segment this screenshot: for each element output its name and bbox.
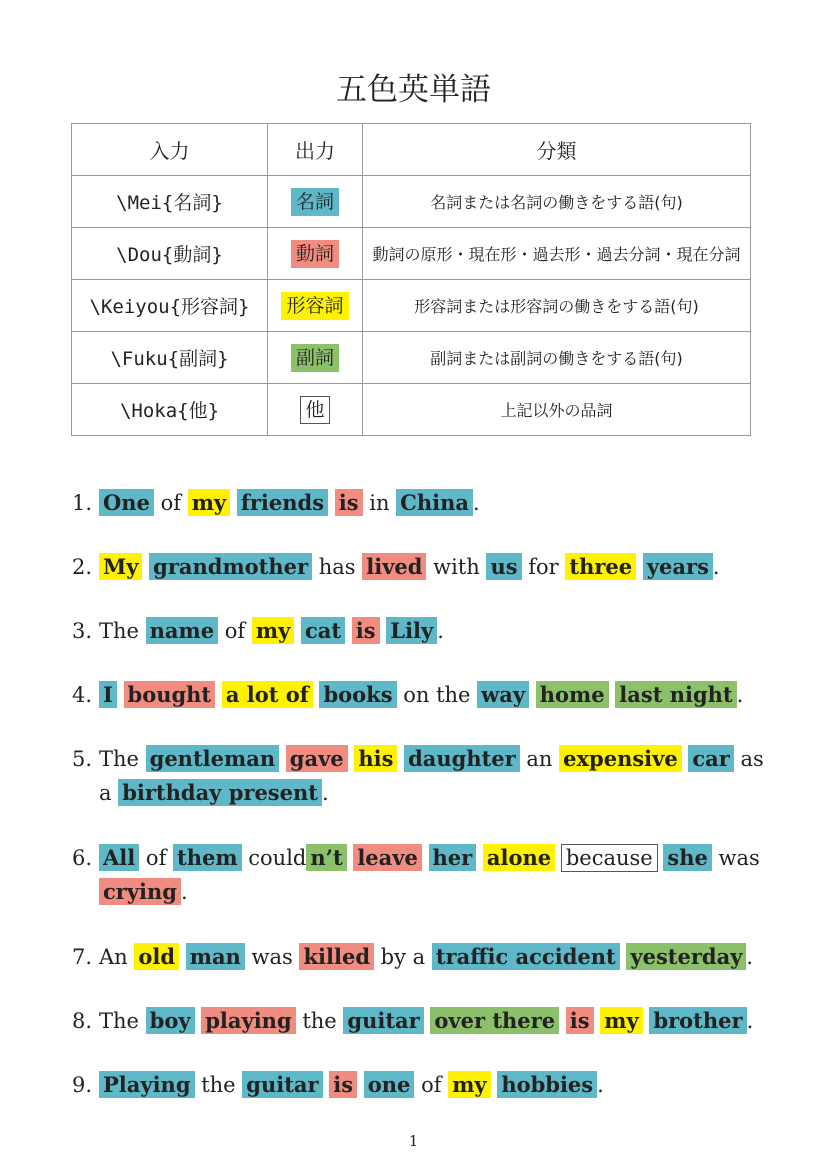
word-noun: One <box>99 489 154 516</box>
word-adj: My <box>99 553 142 580</box>
word-noun: daughter <box>404 745 520 772</box>
input-command: \Dou{動詞} <box>72 228 268 280</box>
header-output: 出力 <box>268 124 363 176</box>
word-noun: friends <box>237 489 328 516</box>
word-noun: hobbies <box>497 1071 597 1098</box>
sentence-number: 1. <box>72 491 93 515</box>
word-adj: my <box>188 489 230 516</box>
plain-text: on the <box>396 683 478 707</box>
plain-text: . <box>597 1073 604 1097</box>
word-verb: lived <box>362 553 426 580</box>
input-command: \Hoka{他} <box>72 384 268 436</box>
output-chip-noun: 名詞 <box>291 188 339 216</box>
word-noun: boy <box>146 1007 195 1034</box>
page-number: 1 <box>408 1132 419 1150</box>
sentence-text <box>99 1068 772 1102</box>
plain-text <box>476 846 483 870</box>
input-command: \Keiyou{形容詞} <box>72 280 268 332</box>
plain-text: the <box>295 1009 344 1033</box>
word-noun: man <box>186 943 245 970</box>
plain-text <box>328 491 335 515</box>
input-command: \Fuku{副詞} <box>72 332 268 384</box>
sentence-number: 5. <box>72 747 93 771</box>
output-chip-verb: 動詞 <box>291 240 339 268</box>
sentence-9 <box>72 1068 772 1102</box>
sentence-number: 3. <box>72 619 93 643</box>
sentence-number: 7. <box>72 945 93 969</box>
category-desc: 上記以外の品詞 <box>363 384 751 436</box>
plain-text <box>636 555 643 579</box>
plain-text: An <box>99 945 135 969</box>
word-noun: gentleman <box>146 745 279 772</box>
legend-row-verb <box>72 228 751 280</box>
sentence-text <box>99 940 772 974</box>
plain-text: . <box>321 781 329 805</box>
legend-table <box>71 123 751 436</box>
plain-text <box>357 1073 364 1097</box>
plain-text: . <box>180 880 188 904</box>
plain-text <box>555 846 562 870</box>
header-input: 入力 <box>72 124 268 176</box>
plain-text: of <box>218 619 252 643</box>
sentence-number: 6. <box>72 846 93 870</box>
plain-text <box>345 619 352 643</box>
word-adv: yesterday <box>626 943 746 970</box>
plain-text: as a <box>99 747 764 805</box>
legend-row-noun <box>72 176 751 228</box>
plain-text: of <box>153 491 188 515</box>
word-adj: three <box>565 553 636 580</box>
legend-header-row <box>72 124 751 176</box>
word-verb: leave <box>353 844 422 871</box>
word-verb: is <box>329 1071 357 1098</box>
word-adj: a lot of <box>222 681 313 708</box>
plain-text <box>422 846 429 870</box>
category-desc: 副詞または副詞の働きをする語(句) <box>363 332 751 384</box>
sentence-3 <box>72 614 772 648</box>
word-noun: traffic accident <box>432 943 620 970</box>
word-adj: my <box>600 1007 642 1034</box>
word-verb: is <box>352 617 380 644</box>
plain-text: was <box>711 846 760 870</box>
sentence-text <box>99 678 772 712</box>
word-verb: bought <box>124 681 216 708</box>
plain-text: was <box>244 945 300 969</box>
sentence-4 <box>72 678 772 712</box>
sentence-6 <box>72 841 772 909</box>
word-noun: books <box>319 681 396 708</box>
plain-text: . <box>736 683 744 707</box>
plain-text: . <box>746 945 754 969</box>
word-adj: expensive <box>559 745 682 772</box>
word-noun: cat <box>301 617 345 644</box>
legend-row-adverb <box>72 332 751 384</box>
word-noun: car <box>688 745 733 772</box>
sentence-1 <box>72 486 772 520</box>
word-noun: China <box>396 489 473 516</box>
plain-text: an <box>519 747 560 771</box>
word-adj: my <box>252 617 294 644</box>
category-desc: 動詞の原形・現在形・過去形・過去分詞・現在分詞 <box>363 228 751 280</box>
plain-text: . <box>472 491 480 515</box>
page-title: 五色英単語 <box>336 72 491 108</box>
word-verb: is <box>335 489 363 516</box>
word-adj: his <box>354 745 397 772</box>
legend-row-other <box>72 384 751 436</box>
sentence-text <box>99 841 772 909</box>
word-verb: playing <box>201 1007 295 1034</box>
word-verb: gave <box>286 745 348 772</box>
plain-text: The <box>99 747 146 771</box>
plain-text: with <box>426 555 487 579</box>
output-chip-adverb: 副詞 <box>291 344 339 372</box>
word-noun: one <box>364 1071 415 1098</box>
word-noun: years <box>643 553 713 580</box>
word-verb: is <box>566 1007 594 1034</box>
word-adv: n’t <box>306 844 346 871</box>
input-command: \Mei{名詞} <box>72 176 268 228</box>
word-noun: grandmother <box>149 553 312 580</box>
word-noun: name <box>146 617 218 644</box>
sentence-2 <box>72 550 772 584</box>
sentence-text <box>99 550 772 584</box>
sentence-text <box>99 486 772 520</box>
plain-text: could <box>241 846 307 870</box>
output-chip-adjective: 形容詞 <box>281 292 348 320</box>
word-noun: birthday present <box>118 779 322 806</box>
plain-text: the <box>194 1073 243 1097</box>
sentence-text <box>99 1004 772 1038</box>
plain-text: The <box>99 619 146 643</box>
plain-text <box>294 619 301 643</box>
plain-text <box>279 747 286 771</box>
word-other: because <box>562 845 657 871</box>
plain-text: . <box>712 555 720 579</box>
sentence-text <box>99 742 772 810</box>
sentence-8 <box>72 1004 772 1038</box>
plain-text: for <box>521 555 566 579</box>
header-category: 分類 <box>363 124 751 176</box>
sentence-number: 4. <box>72 683 93 707</box>
word-adj: my <box>448 1071 490 1098</box>
plain-text: has <box>312 555 363 579</box>
sentence-5 <box>72 742 772 810</box>
word-noun: guitar <box>242 1071 322 1098</box>
word-noun: she <box>663 844 711 871</box>
word-verb: killed <box>299 943 374 970</box>
sentence-number: 9. <box>72 1073 93 1097</box>
word-noun: way <box>477 681 529 708</box>
word-adj: old <box>134 943 179 970</box>
category-desc: 名詞または名詞の働きをする語(句) <box>363 176 751 228</box>
plain-text: of <box>414 1073 449 1097</box>
word-adv: home <box>536 681 609 708</box>
word-adj: alone <box>483 844 555 871</box>
plain-text: in <box>362 491 397 515</box>
output-chip-other: 他 <box>300 396 329 424</box>
plain-text <box>179 945 186 969</box>
word-noun: us <box>486 553 521 580</box>
word-noun: Playing <box>99 1071 195 1098</box>
legend-row-adjective <box>72 280 751 332</box>
word-noun: All <box>99 844 139 871</box>
plain-text <box>559 1009 566 1033</box>
plain-text <box>230 491 237 515</box>
word-verb: crying <box>99 878 181 905</box>
plain-text: The <box>99 1009 146 1033</box>
plain-text: by a <box>374 945 432 969</box>
plain-text <box>215 683 222 707</box>
word-noun: brother <box>649 1007 746 1034</box>
category-desc: 形容詞または形容詞の働きをする語(句) <box>363 280 751 332</box>
sentence-text <box>99 614 772 648</box>
word-noun: them <box>173 844 242 871</box>
sentence-7 <box>72 940 772 974</box>
word-noun: Lily <box>386 617 437 644</box>
plain-text <box>117 683 124 707</box>
plain-text <box>529 683 536 707</box>
plain-text: . <box>746 1009 754 1033</box>
word-noun: guitar <box>343 1007 423 1034</box>
sentence-number: 2. <box>72 555 93 579</box>
plain-text: . <box>437 619 444 643</box>
word-noun: her <box>429 844 477 871</box>
word-noun: I <box>99 681 117 708</box>
word-adv: last night <box>615 681 736 708</box>
word-adv: over there <box>430 1007 559 1034</box>
plain-text: of <box>139 846 174 870</box>
sentence-number: 8. <box>72 1009 93 1033</box>
